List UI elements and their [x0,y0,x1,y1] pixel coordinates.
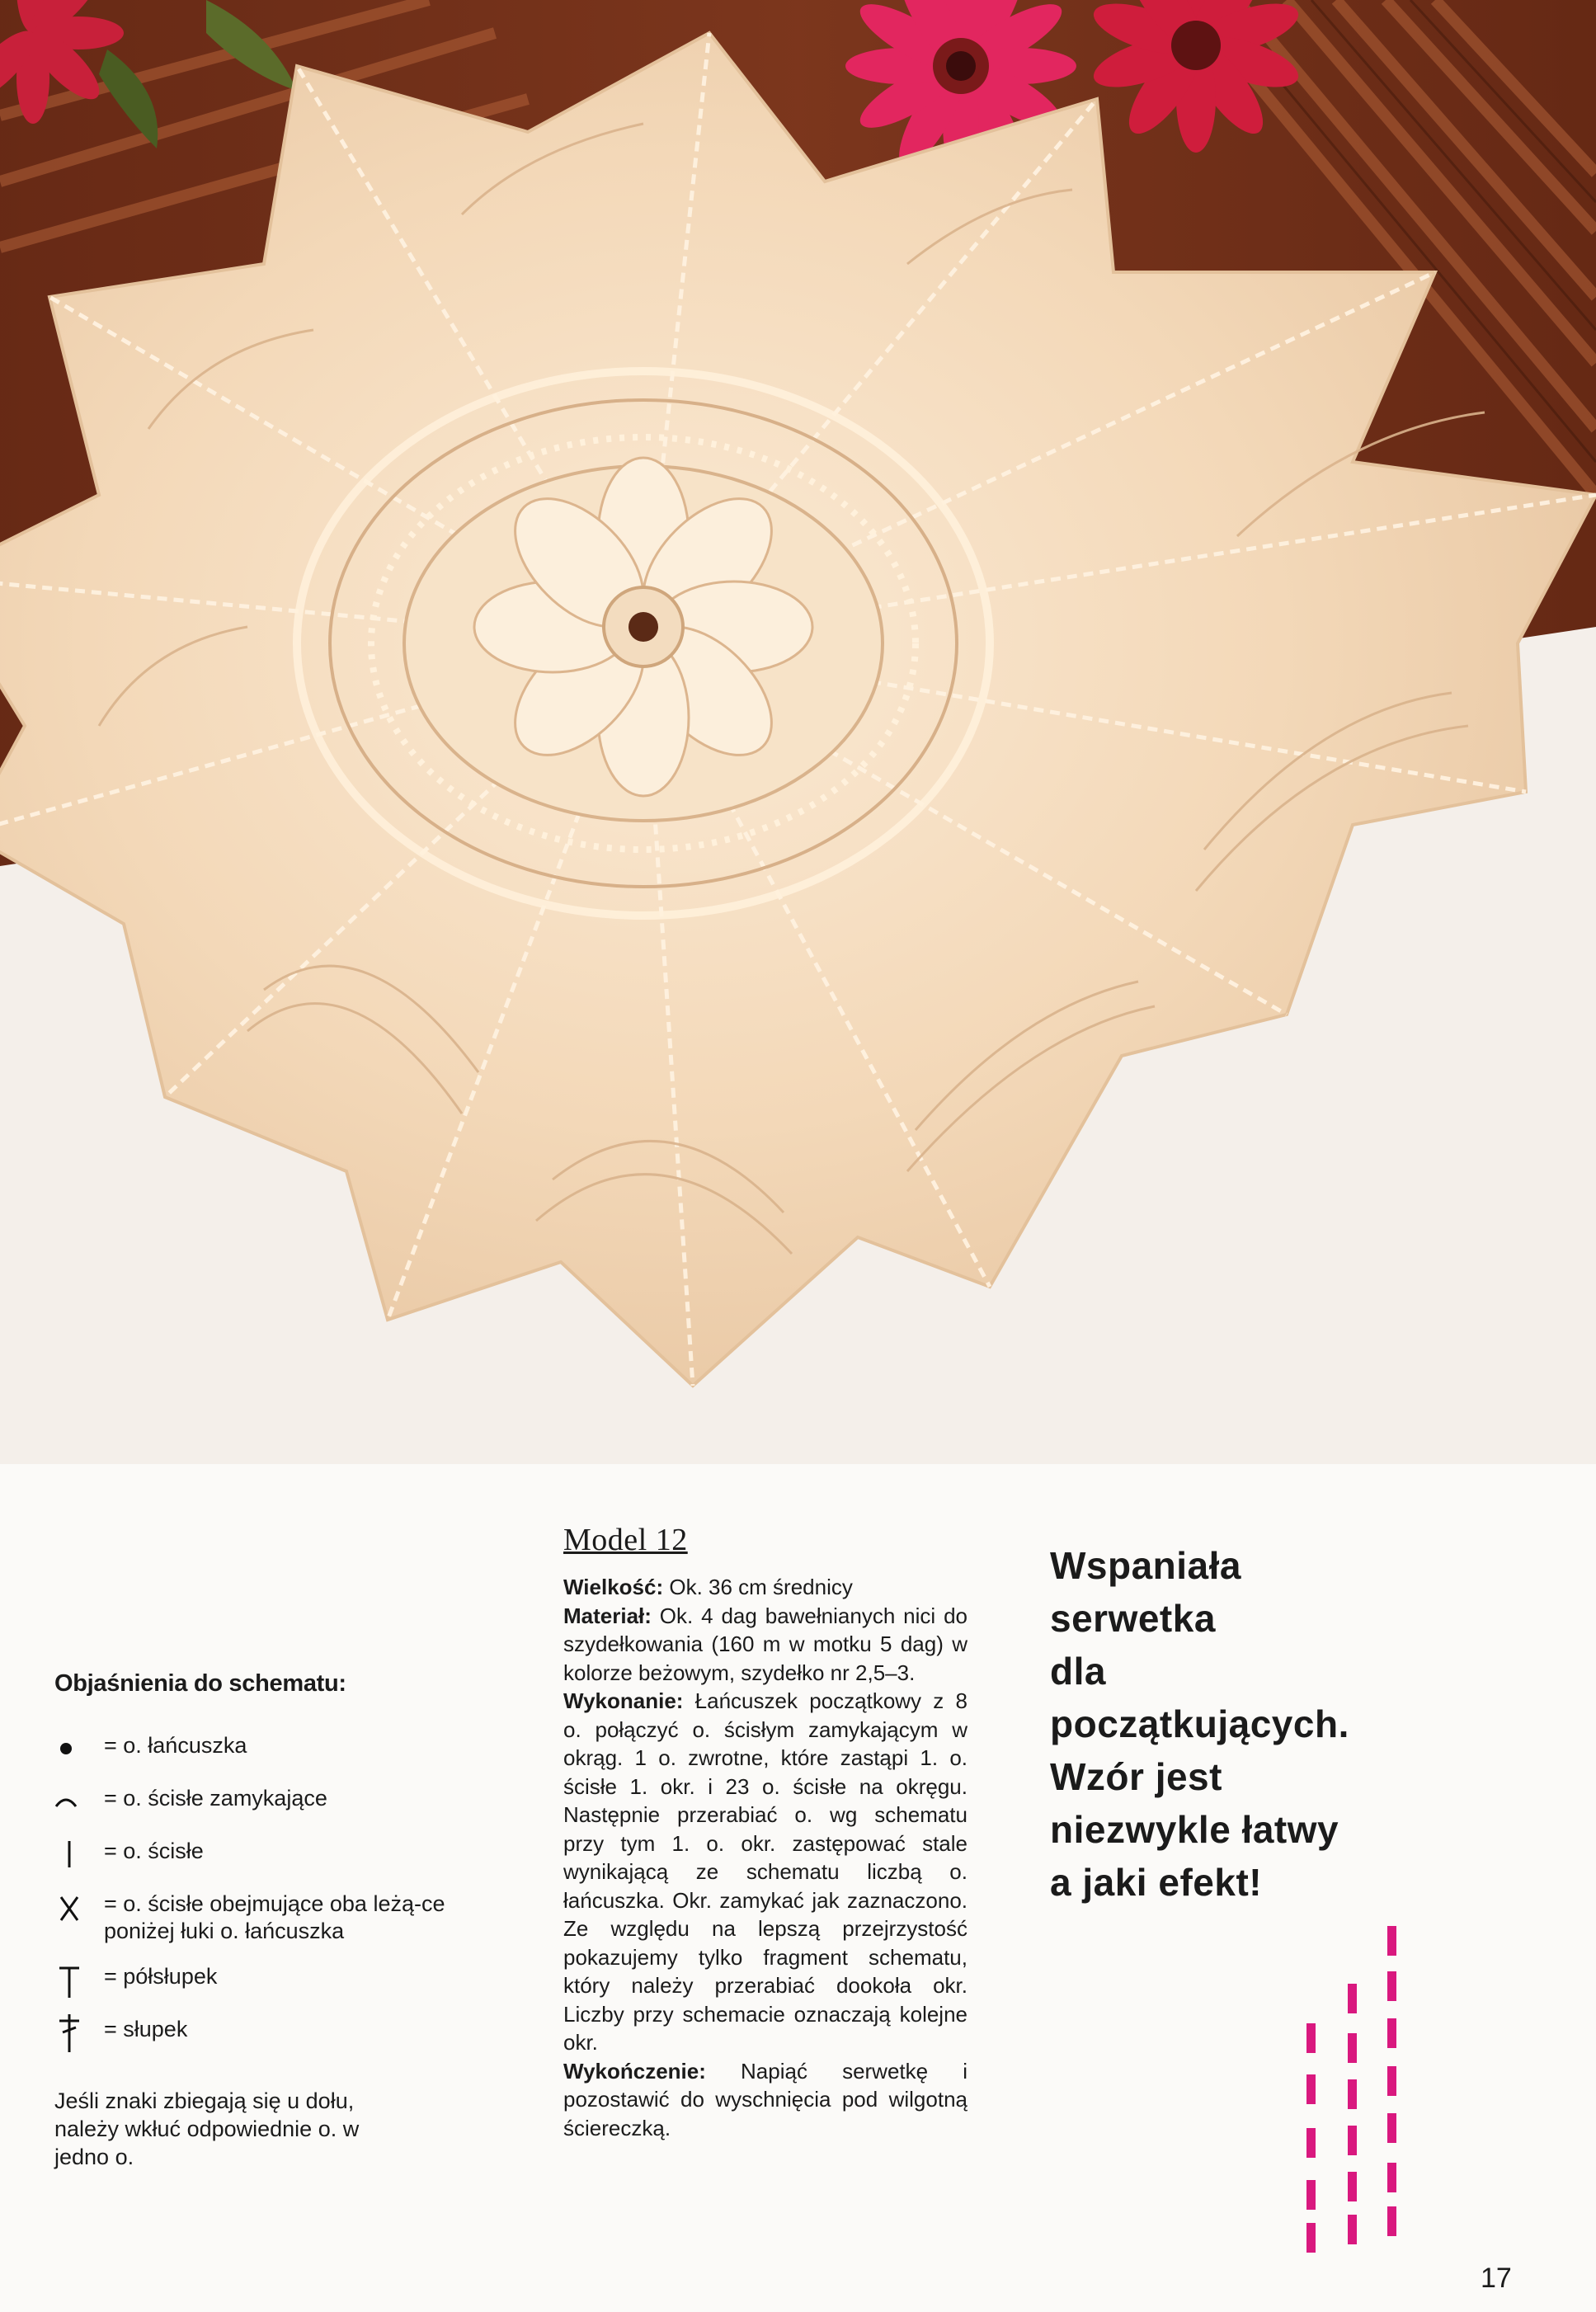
pink-bar [1348,2126,1357,2155]
tagline-line: Wzór jest [1050,1755,1222,1798]
tagline-line: a jaki efekt! [1050,1861,1263,1904]
pink-bar [1348,2079,1357,2109]
legend-item-text: = o. ścisłe [104,1839,204,1863]
legend-item-text: = słupek [104,2017,188,2041]
tagline-line: początkujących. [1050,1702,1349,1745]
pink-bar [1387,2113,1396,2143]
finishing-text: Napiąć serwetkę i pozostawić do wyschnięcia pod wilgotną ściereczką. [563,2058,967,2140]
material-paragraph [563,1602,967,1688]
pink-bar [1306,2223,1316,2253]
pink-bar [1306,2128,1316,2158]
pink-bar [1387,2018,1396,2048]
material-label: Materiał: [563,1603,652,1628]
pink-bar [1348,2172,1357,2201]
size-label: Wielkość: [563,1575,664,1599]
decorative-pink-bars [1291,1926,1415,2256]
pink-bar [1387,2163,1396,2192]
pink-bar [1348,2215,1357,2244]
legend-item-chain [54,1729,483,1782]
tagline-line: dla [1050,1650,1106,1693]
pink-bar [1306,2074,1316,2104]
model-instructions [563,1522,967,2142]
finishing-label: Wykończenie: [563,2058,706,2084]
execution-paragraph [563,1687,967,2057]
legend-item-single-crochet [54,1834,483,1887]
legend-item-text: = o. ścisłe zamykające [104,1786,327,1811]
legend-item-x-stitch [54,1887,483,1960]
legend [54,1670,483,2171]
half-double-crochet-icon [54,1960,94,1999]
pink-bar [1348,1984,1357,2013]
x-mark-icon [54,1887,94,1927]
legend-item-double [54,2013,483,2065]
pink-bar [1387,2066,1396,2096]
legend-item-slip-stitch [54,1782,483,1834]
dot-icon [54,1729,94,1768]
double-crochet-icon [54,2013,94,2052]
tagline-line: serwetka [1050,1597,1216,1640]
legend-item-text: = o. ścisłe obejmujące oba leżą-ce poniżej łuki o. łańcuszka [104,1891,445,1943]
pink-bar [1348,2033,1357,2063]
finishing-paragraph [563,2057,967,2143]
model-title: Model 12 [563,1523,688,1557]
size-paragraph [563,1573,967,1602]
tagline-line: niezwykle łatwy [1050,1808,1339,1851]
tagline [1050,1539,1512,1909]
size-text: Ok. 36 cm średnicy [663,1575,853,1599]
material-text: Ok. 4 dag bawełnianych nici do szydełkowania (160 m w motku 5 dag) w kolorze beżowym, szydełko nr 2,5–3. [563,1603,967,1685]
legend-item-half-double [54,1960,483,2013]
tagline-line: Wspaniała [1050,1544,1242,1587]
pink-bar [1387,2206,1396,2236]
legend-item-text: = półsłupek [104,1964,218,1989]
arc-icon [54,1782,94,1821]
vertical-line-icon [54,1834,94,1874]
pink-bar [1306,2180,1316,2210]
pink-bar [1306,2023,1316,2053]
execution-text: Łańcuszek początkowy z 8 o. połączyć o. ścisłym zamykającym w okrąg. 1 o. zwrotne, które zastąpi 1. o. ścisłe 1. okr. i 23 o. ścisłe na okręgu. Następnie przerabiać o. wg schematu przy tym 1. o. okr. zastępować stale wynikającą ze schematu liczbą o. łańcuszka. Okr. zamykać jak zaznaczono. Ze względu na lepszą przejrzystość pokazujemy tylko fragment schematu, który należy przerabiać dookoła okr. Liczby przy schemacie oznaczają kolejne okr. [563,1688,967,2055]
legend-note: Jeśli znaki zbiegają się u dołu, należy wkłuć odpowiednie o. w jedno o. [54,2088,360,2169]
pink-bar [1387,1971,1396,2001]
page-number: 17 [1481,2263,1512,2294]
execution-label: Wykonanie: [563,1688,684,1713]
legend-item-text: = o. łańcuszka [104,1733,247,1758]
pink-bar [1387,1926,1396,1956]
legend-title: Objaśnienia do schematu: [54,1670,346,1697]
